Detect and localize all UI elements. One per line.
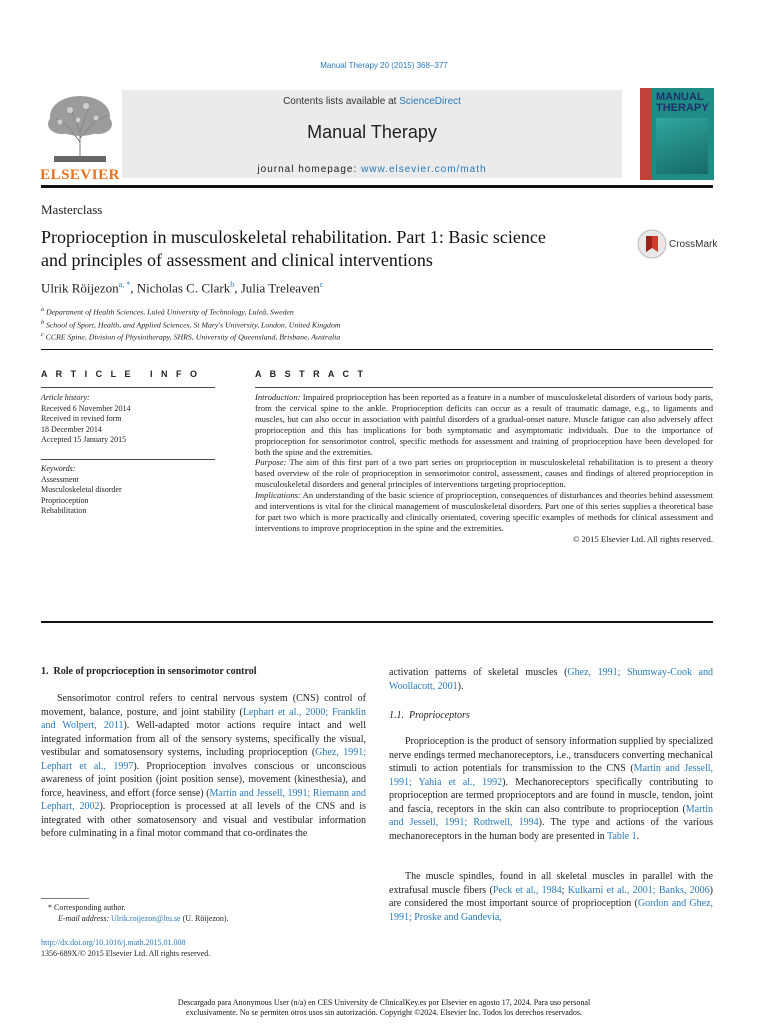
journal-homepage — [122, 164, 622, 175]
footnote-divider — [41, 898, 89, 899]
elsevier-tree-icon — [40, 92, 120, 164]
author-name[interactable]: Nicholas C. Clark — [136, 280, 231, 296]
table-link[interactable]: Table 1 — [607, 830, 637, 842]
journal-cover — [640, 88, 714, 180]
article-info-heading: A R T I C L E I N F O — [41, 369, 201, 379]
keyword-item: Musculoskeletal disorder — [41, 485, 122, 494]
article-history — [41, 393, 215, 446]
history-item: 18 December 2014 — [41, 424, 102, 434]
author-sup[interactable]: c — [319, 280, 324, 289]
corresponding-author: * Corresponding author. — [48, 903, 126, 912]
cover-title-line1: MANUAL — [656, 91, 704, 103]
crossmark-label: CrossMark — [669, 238, 718, 250]
contents-available — [122, 96, 622, 107]
affiliation-item: $^c$ CCRE Spine, Division of Physiotherapy, SHRS, University of Queensland, Brisbane, Australia — [41, 332, 341, 342]
journal-citation[interactable]: Manual Therapy 20 (2015) 368–377 — [320, 61, 448, 70]
abstract-copyright: © 2015 Elsevier Ltd. All rights reserved. — [572, 533, 713, 544]
journal-banner — [122, 90, 622, 178]
history-item: Received 6 November 2014 — [41, 403, 131, 413]
journal-title: Manual Therapy — [307, 122, 437, 142]
crossmark-badge[interactable] — [637, 229, 717, 259]
citation-link[interactable]: Martin and Jessell, 1991; Rothwell, 1994 — [389, 803, 713, 828]
article-info-underline — [41, 387, 215, 388]
author-sup[interactable]: a, * — [118, 280, 131, 289]
abstract-implications: Implications: An understanding of the basic science of proprioception, consequences of disturbances and theories behind assessment and interventions is vital for the clinical management of musculoskeletal disorders. Part one of this series supplies a theoretical base for part two which is more practically and clinically orientated, covering specific examples of methods for clinical assessment and interventions to improve proprioception in the spine and the extremities. — [255, 490, 713, 533]
keyword-item: Proprioception — [41, 495, 89, 505]
history-item: Accepted 15 January 2015 — [41, 435, 127, 444]
affiliation-item: $^a$ Department of Health Sciences, Luleå University of Technology, Luleå, Sweden — [41, 307, 294, 317]
abstract-divider — [41, 621, 713, 623]
sciencedirect-link[interactable]: ScienceDirect — [399, 96, 461, 107]
download-notice — [0, 998, 768, 1017]
abstract-purpose: Purpose: The aim of this first part of a two part series on proprioception in musculoskeletal rehabilitation is to present a theory based overview of the role of proprioception in sensorimotor control, assessment, causes and findings of altered proprioception in musculoskeletal disorders and general principles of interventions targeting proprioception. — [255, 457, 713, 490]
author-sup[interactable]: b — [230, 280, 235, 289]
author-sep: , — [234, 280, 241, 296]
abstract-heading: A B S T R A C T — [255, 369, 366, 379]
download-notice-line1: Descargado para Anonymous User (n/a) en CES University de ClinicalKey.es por Elsevier en agosto 17, 2024. Para uso personal — [177, 998, 591, 1007]
citation-link[interactable]: Gordon and Ghez, 1991; Proske and Gandevia, — [389, 898, 714, 923]
abstract-body — [255, 392, 713, 545]
abstract-introduction: Introduction: Impaired proprioception has been reported as a feature in a number of musculoskeletal disorders of various body parts, from the cervical spine to the ankle. Proprioception deficits can occur as a result of traumatic damage, e.g., to ligaments and muscles, but can also occur in association with painful disorders of a gradual-onset nature. Muscle fatigue can also adversely affect proprioception and this has implications for both symptomatic and asymptomatic individuals. Due to the importance of proprioception for sensorimotor control, specific methods for assessment and training of proprioception have been developed for both the spine and the extremities. — [255, 392, 713, 457]
section-heading: 1. Role of propcrioception in sensorimotor control — [41, 666, 257, 677]
crossmark-icon — [637, 229, 667, 259]
doi-link[interactable]: http://dx.doi.org/10.1016/j.math.2015.01.008 — [41, 938, 186, 947]
author-list — [41, 280, 323, 296]
right-column-paragraph: The muscle spindles, found in all skeletal muscles in parallel with the extrafusal muscle fibers (Peck et al., 1984; Kulkarni et al., 2001; Banks, 2006) are considered the most important source of proprioception (Gordon and Ghez, 1991; Proske and Gandevia, — [389, 871, 714, 923]
abstract-underline — [255, 387, 713, 388]
citation-link[interactable]: Martin and Jessell, 1991; Yahia et al., 1992 — [389, 763, 714, 788]
cover-title-line2: THERAPY — [656, 102, 709, 114]
citation-link[interactable]: Ghez, 1991; Shumway-Cook and Woollacott, 2001 — [389, 667, 713, 692]
citation-link[interactable]: Lephart et al., 2000; Franklin and Wolpert, 2011 — [41, 706, 366, 731]
citation-link[interactable]: Ghez, 1991; Lephart et al., 1997 — [41, 747, 366, 772]
keywords-label: Keywords: — [41, 464, 76, 473]
left-column-paragraph: Sensorimotor control refers to central nervous system (CNS) control of movement, balance, posture, and joint stability (Lephart et al., 2000; Franklin and Wolpert, 2011). Well-adapted motor actions require intact and well integrated information from all of the sensory systems, specifically the visual, vestibular and somatosensory systems, including proprioception (Ghez, 1991; Lephart et al., 1997). Proprioception involves conscious or unconscious awareness of joint position (joint position sense), movement (kinesthesia), and force, heaviness, and effort (force sense) (Martin and Jessell, 1991; Riemann and Lephart, 2002). Proprioception is processed at all levels of the CNS and is integrated with other somatosensory and visual and vestibular information before culminating in a final motor command that co-ordinates the — [41, 693, 367, 839]
homepage-prefix: journal homepage: — [257, 164, 362, 175]
keywords-divider — [41, 459, 215, 460]
subsection-heading: 1.1. Proprioceptors — [389, 710, 470, 721]
affiliation-item: $^b$ School of Sport, Health, and Applied Sciences, St Mary's University, London, United Kingdom — [41, 319, 341, 330]
history-label: Article history: — [41, 393, 90, 402]
email-link[interactable]: Ulrik.roijezon@ltu.se — [111, 913, 181, 923]
homepage-link[interactable]: www.elsevier.com/math — [361, 164, 487, 175]
author-name[interactable]: Julia Treleaven — [240, 280, 320, 296]
author-name[interactable]: Ulrik Röijezon — [41, 280, 119, 296]
keyword-item: Rehabilitation — [41, 506, 87, 515]
header-divider — [41, 185, 713, 188]
keywords — [41, 464, 215, 517]
footnote — [48, 903, 229, 924]
affiliations — [41, 305, 340, 343]
article-title-line1: Proprioception in musculoskeletal rehabilitation. Part 1: Basic science — [41, 227, 546, 247]
email-line: E-mail address: Ulrik.roijezon@ltu.se (U. Röijezon). — [58, 913, 229, 923]
citation-link[interactable]: Kulkarni et al., 2001; Banks, 2006 — [567, 884, 710, 896]
article-type: Masterclass — [41, 202, 103, 217]
right-column-continuation: activation patterns of skeletal muscles (Ghez, 1991; Shumway-Cook and Woollacott, 2001). — [389, 667, 713, 692]
cover-strip — [640, 88, 652, 180]
elsevier-wordmark: ELSEVIER — [40, 167, 120, 183]
citation-link[interactable]: Peck et al., 1984 — [492, 884, 562, 896]
article-title — [41, 226, 631, 272]
article-title-line2: and principles of assessment and clinical interventions — [41, 250, 433, 270]
doi-block — [41, 938, 210, 959]
author-sep: , — [130, 280, 137, 296]
info-divider — [41, 349, 713, 350]
elsevier-logo — [40, 92, 120, 182]
right-column-paragraph: Proprioception is the product of sensory information supplied by specialized nerve endings termed mechanoreceptors, i.e., transducers converting mechanical stimuli to action potentials for transmission to the CNS (Martin and Jessell, 1991; Yahia et al., 1992). Mechanoreceptors specifically contributing to proprioception are termed proprioceptors and are found in muscle, tendon, joint and fascia, receptors in the skin can also contribute to proprioception (Martin and Jessell, 1991; Rothwell, 1994). The type and actions of the various mechanoreceptors in the human body are presented in Table 1. — [389, 736, 714, 842]
download-notice-line2: exclusivamente. No se permiten otros usos sin autorización. Copyright ©2024. Elsevier Inc. Todos los derechos reservados. — [186, 1007, 582, 1017]
cover-art — [656, 118, 708, 174]
keyword-item: Assessment — [41, 474, 79, 484]
issn-line: 1356-689X/© 2015 Elsevier Ltd. All rights reserved. — [41, 948, 211, 958]
history-item: Received in revised form — [41, 414, 122, 423]
contents-prefix: Contents lists available at — [283, 96, 400, 107]
citation-link[interactable]: Martin and Jessell, 1991; Riemann and Lephart, 2002 — [41, 787, 366, 812]
cover-title — [656, 92, 709, 114]
